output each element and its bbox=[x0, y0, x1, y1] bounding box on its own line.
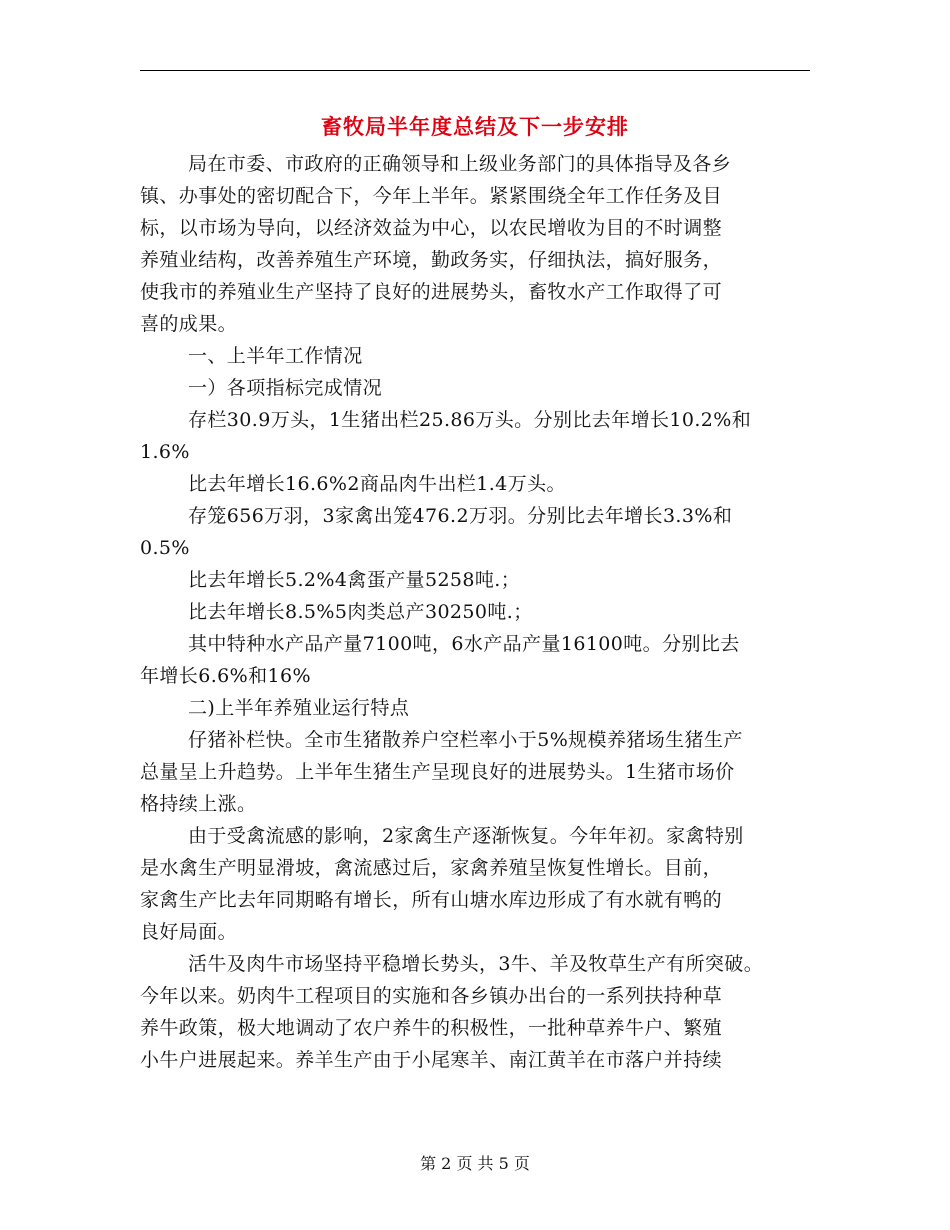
body-line: 比去年增长16.6%2商品肉牛出栏1.4万头。 bbox=[188, 473, 566, 495]
body-line: 存笼656万羽，3家禽出笼476.2万羽。分别比去年增长3.3%和 bbox=[188, 505, 733, 527]
body-line: 镇、办事处的密切配合下，今年上半年。紧紧围绕全年工作任务及目 bbox=[140, 185, 723, 207]
document-body bbox=[140, 148, 810, 1076]
body-line: 良好局面。 bbox=[140, 921, 238, 943]
page-number: 第 2 页 共 5 页 bbox=[420, 1154, 530, 1173]
body-line: 格持续上涨。 bbox=[140, 793, 257, 815]
body-line: 比去年增长5.2%4禽蛋产量5258吨.； bbox=[188, 569, 521, 591]
body-line: 今年以来。奶肉牛工程项目的实施和各乡镇办出台的一系列扶持种草 bbox=[140, 985, 723, 1007]
body-line: 1.6% bbox=[140, 441, 190, 463]
body-line: 总量呈上升趋势。上半年生猪生产呈现良好的进展势头。1生猪市场价 bbox=[140, 761, 735, 783]
body-line: 小牛户进展起来。养羊生产由于小尾寒羊、南江黄羊在市落户并持续 bbox=[140, 1049, 723, 1071]
body-line: 存栏30.9万头，1生猪出栏25.86万头。分别比去年增长10.2%和 bbox=[188, 409, 752, 431]
body-line: 喜的成果。 bbox=[140, 313, 238, 335]
body-line: 活牛及肉牛市场坚持平稳增长势头，3牛、羊及牧草生产有所突破。 bbox=[188, 953, 764, 975]
body-line: 年增长6.6%和16% bbox=[140, 665, 311, 687]
body-line: 使我市的养殖业生产坚持了良好的进展势头，畜牧水产工作取得了可 bbox=[140, 281, 723, 303]
body-line: 养牛政策，极大地调动了农户养牛的积极性，一批种草养牛户、繁殖 bbox=[140, 1017, 723, 1039]
subsection-heading: 一）各项指标完成情况 bbox=[188, 377, 383, 399]
body-line: 由于受禽流感的影响，2家禽生产逐渐恢复。今年年初。家禽特别 bbox=[188, 825, 744, 847]
body-line: 比去年增长8.5%5肉类总产30250吨.； bbox=[188, 601, 533, 623]
document-title: 畜牧局半年度总结及下一步安排 bbox=[321, 115, 629, 139]
header-rule bbox=[140, 70, 810, 71]
subsection-heading: 二)上半年养殖业运行特点 bbox=[188, 697, 410, 719]
body-line: 是水禽生产明显滑坡，禽流感过后，家禽养殖呈恢复性增长。目前， bbox=[140, 857, 723, 879]
body-line: 仔猪补栏快。全市生猪散养户空栏率小于5%规模养猪场生猪生产 bbox=[188, 729, 743, 751]
body-line: 标，以市场为导向，以经济效益为中心，以农民增收为目的不时调整 bbox=[140, 217, 723, 239]
body-line: 局在市委、市政府的正确领导和上级业务部门的具体指导及各乡 bbox=[188, 153, 732, 175]
body-line: 家禽生产比去年同期略有增长，所有山塘水库边形成了有水就有鸭的 bbox=[140, 889, 723, 911]
section-heading: 一、上半年工作情况 bbox=[188, 345, 363, 367]
body-line: 0.5% bbox=[140, 537, 190, 559]
body-line: 养殖业结构，改善养殖生产环境，勤政务实，仔细执法，搞好服务， bbox=[140, 249, 723, 271]
body-line: 其中特种水产品产量7100吨，6水产品产量16100吨。分别比去 bbox=[188, 633, 740, 655]
